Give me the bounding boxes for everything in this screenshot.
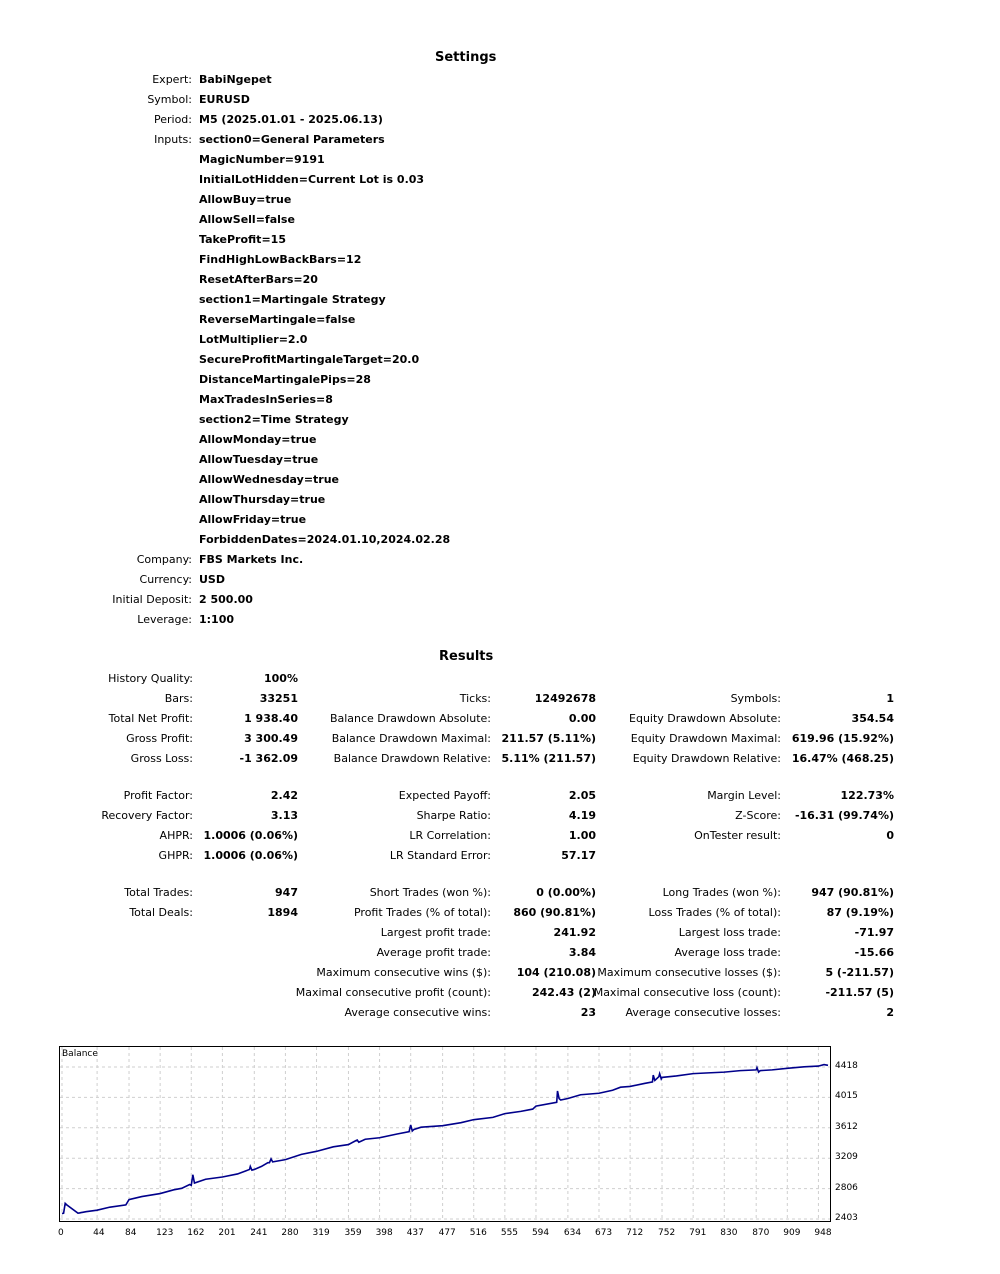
- settings-label: Company:: [136, 553, 192, 566]
- result-value: 3 300.49: [244, 732, 298, 745]
- result-value: 0 (0.00%): [536, 886, 596, 899]
- result-value: 2: [886, 1006, 894, 1019]
- result-value: 241.92: [553, 926, 596, 939]
- result-label: Equity Drawdown Relative:: [632, 752, 781, 765]
- y-tick-label: 2403: [835, 1213, 858, 1223]
- input-parameter: AllowFriday=true: [199, 513, 307, 526]
- result-label: Bars:: [164, 692, 193, 705]
- result-label: Maximum consecutive losses ($):: [597, 966, 781, 979]
- result-value: 3.84: [568, 946, 596, 959]
- result-label: Margin Level:: [707, 789, 781, 802]
- result-label: Long Trades (won %):: [662, 886, 781, 899]
- settings-label: Inputs:: [154, 133, 192, 146]
- history-quality-label: History Quality:: [108, 672, 193, 685]
- result-label: Ticks:: [459, 692, 491, 705]
- input-parameter: FindHighLowBackBars=12: [199, 253, 362, 266]
- result-label: Gross Profit:: [126, 732, 193, 745]
- result-value: -211.57 (5): [825, 986, 894, 999]
- result-label: AHPR:: [159, 829, 193, 842]
- result-value: 57.17: [561, 849, 596, 862]
- result-label: Maximal consecutive loss (count):: [593, 986, 781, 999]
- settings-label: Leverage:: [137, 613, 192, 626]
- result-value: 1.0006 (0.06%): [203, 829, 298, 842]
- input-parameter: LotMultiplier=2.0: [199, 333, 308, 346]
- balance-line: [62, 1065, 828, 1214]
- x-tick-label: 201: [218, 1228, 236, 1238]
- result-value: 104 (210.08): [516, 966, 596, 979]
- result-value: 947 (90.81%): [811, 886, 894, 899]
- result-value: 947: [275, 886, 298, 899]
- x-tick-label: 280: [281, 1228, 299, 1238]
- settings-value: USD: [199, 573, 225, 586]
- x-tick-label: 477: [438, 1228, 456, 1238]
- result-label: Recovery Factor:: [101, 809, 193, 822]
- input-parameter: SecureProfitMartingaleTarget=20.0: [199, 353, 420, 366]
- x-tick-label: 398: [375, 1228, 393, 1238]
- result-label: Total Trades:: [124, 886, 193, 899]
- result-label: Balance Drawdown Maximal:: [331, 732, 491, 745]
- x-tick-label: 516: [469, 1228, 487, 1238]
- result-value: 12492678: [534, 692, 596, 705]
- x-tick-label: 0: [58, 1228, 64, 1238]
- input-parameter: section2=Time Strategy: [199, 413, 349, 426]
- settings-value: BabiNgepet: [199, 73, 272, 86]
- settings-label: Period:: [153, 113, 192, 126]
- x-tick-label: 673: [594, 1228, 613, 1238]
- x-tick-label: 241: [250, 1228, 268, 1238]
- x-tick-label: 909: [783, 1228, 801, 1238]
- x-tick-label: 359: [344, 1228, 362, 1238]
- input-parameter: AllowWednesday=true: [199, 473, 340, 486]
- result-label: Average profit trade:: [376, 946, 491, 959]
- input-parameter: MagicNumber=9191: [199, 153, 325, 166]
- result-value: 23: [580, 1006, 596, 1019]
- result-label: Profit Factor:: [123, 789, 193, 802]
- result-value: -16.31 (99.74%): [794, 809, 894, 822]
- balance-chart-svg: [60, 1047, 830, 1221]
- result-label: OnTester result:: [694, 829, 781, 842]
- result-value: 1.0006 (0.06%): [203, 849, 298, 862]
- result-label: Equity Drawdown Maximal:: [630, 732, 781, 745]
- result-value: 16.47% (468.25): [791, 752, 894, 765]
- result-label: LR Standard Error:: [389, 849, 491, 862]
- result-value: -15.66: [854, 946, 894, 959]
- result-label: Short Trades (won %):: [369, 886, 491, 899]
- result-value: 354.54: [851, 712, 894, 725]
- input-parameter: ReverseMartingale=false: [199, 313, 356, 326]
- result-label: Largest profit trade:: [380, 926, 491, 939]
- result-label: Total Deals:: [129, 906, 193, 919]
- y-tick-label: 4418: [835, 1061, 858, 1071]
- x-tick-label: 752: [658, 1228, 676, 1238]
- settings-label: Expert:: [152, 73, 192, 86]
- input-parameter: AllowTuesday=true: [199, 453, 319, 466]
- result-value: 2.05: [568, 789, 596, 802]
- x-tick-label: 123: [156, 1228, 174, 1238]
- result-value: 242.43 (2): [532, 986, 596, 999]
- settings-label: Initial Deposit:: [112, 593, 192, 606]
- x-tick-label: 870: [752, 1228, 770, 1238]
- x-tick-label: 634: [563, 1228, 582, 1238]
- settings-value: 1:100: [199, 613, 235, 626]
- x-tick-label: 791: [689, 1228, 707, 1238]
- x-tick-label: 162: [187, 1228, 205, 1238]
- history-quality-value: 100%: [264, 672, 298, 685]
- x-tick-label: 830: [720, 1228, 738, 1238]
- input-parameter: section1=Martingale Strategy: [199, 293, 386, 306]
- x-tick-label: 555: [500, 1228, 519, 1238]
- result-value: 122.73%: [840, 789, 894, 802]
- result-label: Total Net Profit:: [108, 712, 193, 725]
- settings-value: M5 (2025.01.01 - 2025.06.13): [199, 113, 383, 126]
- results-title: Results: [439, 649, 494, 664]
- input-parameter: AllowSell=false: [199, 213, 295, 226]
- result-value: 1.00: [568, 829, 596, 842]
- result-value: 4.19: [568, 809, 596, 822]
- result-value: 87 (9.19%): [826, 906, 894, 919]
- y-tick-label: 3209: [835, 1152, 858, 1163]
- x-tick-label: 44: [93, 1228, 105, 1238]
- x-tick-label: 84: [125, 1228, 137, 1238]
- result-label: Largest loss trade:: [678, 926, 781, 939]
- input-parameter: ForbiddenDates=2024.01.10,2024.02.28: [199, 533, 451, 546]
- result-value: 33251: [259, 692, 298, 705]
- result-value: -71.97: [854, 926, 894, 939]
- settings-value: 2 500.00: [199, 593, 253, 606]
- x-tick-label: 594: [531, 1228, 550, 1238]
- settings-value: section0=General Parameters: [199, 133, 385, 146]
- result-label: Maximal consecutive profit (count):: [295, 986, 491, 999]
- input-parameter: AllowThursday=true: [199, 493, 326, 506]
- result-value: 1: [886, 692, 894, 705]
- settings-title: Settings: [435, 50, 497, 65]
- input-parameter: InitialLotHidden=Current Lot is 0.03: [199, 173, 425, 186]
- legend-label: Balance: [62, 1049, 98, 1059]
- result-label: Gross Loss:: [130, 752, 193, 765]
- input-parameter: AllowBuy=true: [199, 193, 292, 206]
- x-tick-label: 319: [312, 1228, 330, 1238]
- settings-label: Symbol:: [147, 93, 192, 106]
- y-tick-label: 2806: [835, 1182, 858, 1193]
- result-label: Average consecutive wins:: [344, 1006, 491, 1019]
- result-value: 0: [886, 829, 894, 842]
- result-label: Average loss trade:: [674, 946, 781, 959]
- input-parameter: MaxTradesInSeries=8: [199, 393, 333, 406]
- input-parameter: ResetAfterBars=20: [199, 273, 318, 286]
- result-label: Symbols:: [730, 692, 781, 705]
- settings-value: EURUSD: [199, 93, 250, 106]
- result-value: 0.00: [568, 712, 596, 725]
- result-label: Expected Payoff:: [398, 789, 491, 802]
- result-label: Average consecutive losses:: [625, 1006, 781, 1019]
- result-value: 1 938.40: [244, 712, 298, 725]
- x-tick-label: 948: [814, 1228, 832, 1238]
- x-tick-label: 437: [406, 1228, 424, 1238]
- result-label: Z-Score:: [735, 809, 781, 822]
- result-value: 619.96 (15.92%): [791, 732, 894, 745]
- input-parameter: DistanceMartingalePips=28: [199, 373, 371, 386]
- result-value: 5 (-211.57): [825, 966, 894, 979]
- balance-chart: [59, 1046, 831, 1222]
- x-tick-label: 712: [626, 1228, 644, 1238]
- result-value: 211.57 (5.11%): [501, 732, 596, 745]
- result-label: Loss Trades (% of total):: [648, 906, 781, 919]
- result-label: Equity Drawdown Absolute:: [629, 712, 781, 725]
- result-value: -1 362.09: [239, 752, 298, 765]
- result-value: 2.42: [270, 789, 298, 802]
- result-label: Balance Drawdown Relative:: [333, 752, 491, 765]
- result-label: Maximum consecutive wins ($):: [316, 966, 491, 979]
- result-value: 1894: [267, 906, 298, 919]
- result-value: 5.11% (211.57): [501, 752, 596, 765]
- settings-label: Currency:: [139, 573, 192, 586]
- y-tick-label: 4015: [835, 1091, 858, 1102]
- result-label: LR Correlation:: [409, 829, 491, 842]
- result-label: Sharpe Ratio:: [416, 809, 491, 822]
- input-parameter: TakeProfit=15: [199, 233, 286, 246]
- settings-value: FBS Markets Inc.: [199, 553, 304, 566]
- input-parameter: AllowMonday=true: [199, 433, 317, 446]
- result-label: Balance Drawdown Absolute:: [329, 712, 491, 725]
- y-tick-label: 3612: [835, 1121, 858, 1132]
- result-label: Profit Trades (% of total):: [353, 906, 491, 919]
- result-label: GHPR:: [158, 849, 193, 862]
- result-value: 860 (90.81%): [513, 906, 596, 919]
- result-value: 3.13: [270, 809, 298, 822]
